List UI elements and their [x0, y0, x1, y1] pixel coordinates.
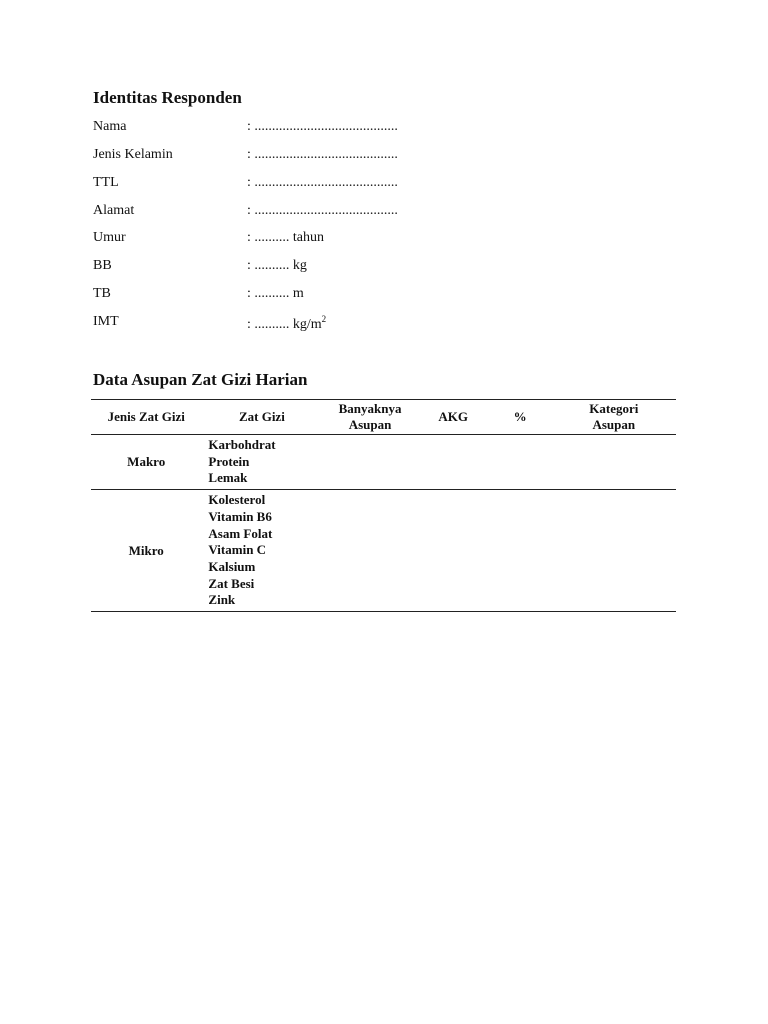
header-percent: % — [513, 409, 527, 424]
cell-banyaknya-empty — [322, 435, 417, 490]
nutrient-intake-table — [91, 399, 676, 612]
nutrient-item: Asam Folat — [208, 525, 273, 541]
cell-akg-empty — [418, 490, 489, 612]
field-label: TTL — [93, 175, 119, 190]
header-jenis-zat-gizi: Jenis Zat Gizi — [107, 409, 185, 424]
section-title-identitas: Identitas Responden — [93, 88, 242, 107]
table-row-mikro — [91, 490, 676, 612]
nutrient-item: Kalsium — [208, 558, 256, 574]
field-value: : .......... tahun — [247, 230, 324, 245]
cell-banyaknya-empty — [322, 490, 417, 612]
nutrient-item: Vitamin C — [208, 542, 267, 558]
cell-zat-gizi-makro — [201, 435, 322, 490]
field-value: : ......................................... — [247, 119, 398, 134]
field-label: TB — [93, 286, 111, 301]
field-value: : .......... kg — [247, 258, 307, 273]
nutrient-item: Vitamin B6 — [208, 508, 272, 524]
nutrient-item: Zink — [208, 592, 236, 608]
header-kategori-line2: Asupan — [592, 417, 636, 432]
cell-kategori-empty — [552, 435, 676, 490]
field-value: : ......................................... — [247, 175, 398, 190]
cell-percent-empty — [489, 490, 552, 612]
field-value — [247, 314, 326, 333]
header-zat-gizi: Zat Gizi — [238, 409, 285, 424]
nutrient-item: Protein — [208, 453, 250, 469]
header-kategori-line1: Kategori — [589, 401, 639, 416]
cell-zat-gizi-mikro — [201, 490, 322, 612]
header-kategori-asupan — [552, 400, 676, 435]
section-title-asupan: Data Asupan Zat Gizi Harian — [93, 370, 308, 389]
cell-percent-empty — [489, 435, 552, 490]
header-akg: AKG — [438, 409, 468, 424]
table-header-row — [91, 400, 676, 435]
table-row-makro — [91, 435, 676, 490]
header-banyaknya-line1: Banyaknya — [338, 401, 402, 416]
field-label: Alamat — [93, 203, 135, 218]
field-value: : ......................................... — [247, 203, 398, 218]
cell-jenis-makro: Makro — [127, 454, 166, 470]
field-label: Jenis Kelamin — [93, 147, 173, 162]
field-label: Nama — [93, 119, 127, 134]
field-value: : .......... m — [247, 286, 304, 301]
nutrient-item: Kolesterol — [208, 492, 266, 508]
nutrient-item: Karbohdrat — [208, 437, 276, 452]
field-label: IMT — [93, 314, 119, 329]
field-label: BB — [93, 258, 112, 273]
nutrient-item: Lemak — [208, 470, 248, 486]
nutrient-item: Zat Besi — [208, 575, 255, 591]
field-value: : ......................................... — [247, 147, 398, 162]
field-label: Umur — [93, 230, 126, 245]
field-value-text: : .......... kg/m — [247, 317, 322, 332]
header-banyaknya-line2: Asupan — [348, 417, 392, 432]
cell-kategori-empty — [552, 490, 676, 612]
header-banyaknya-asupan — [322, 400, 417, 435]
cell-jenis-mikro: Mikro — [128, 542, 164, 558]
cell-akg-empty — [418, 435, 489, 490]
superscript: 2 — [321, 314, 327, 324]
